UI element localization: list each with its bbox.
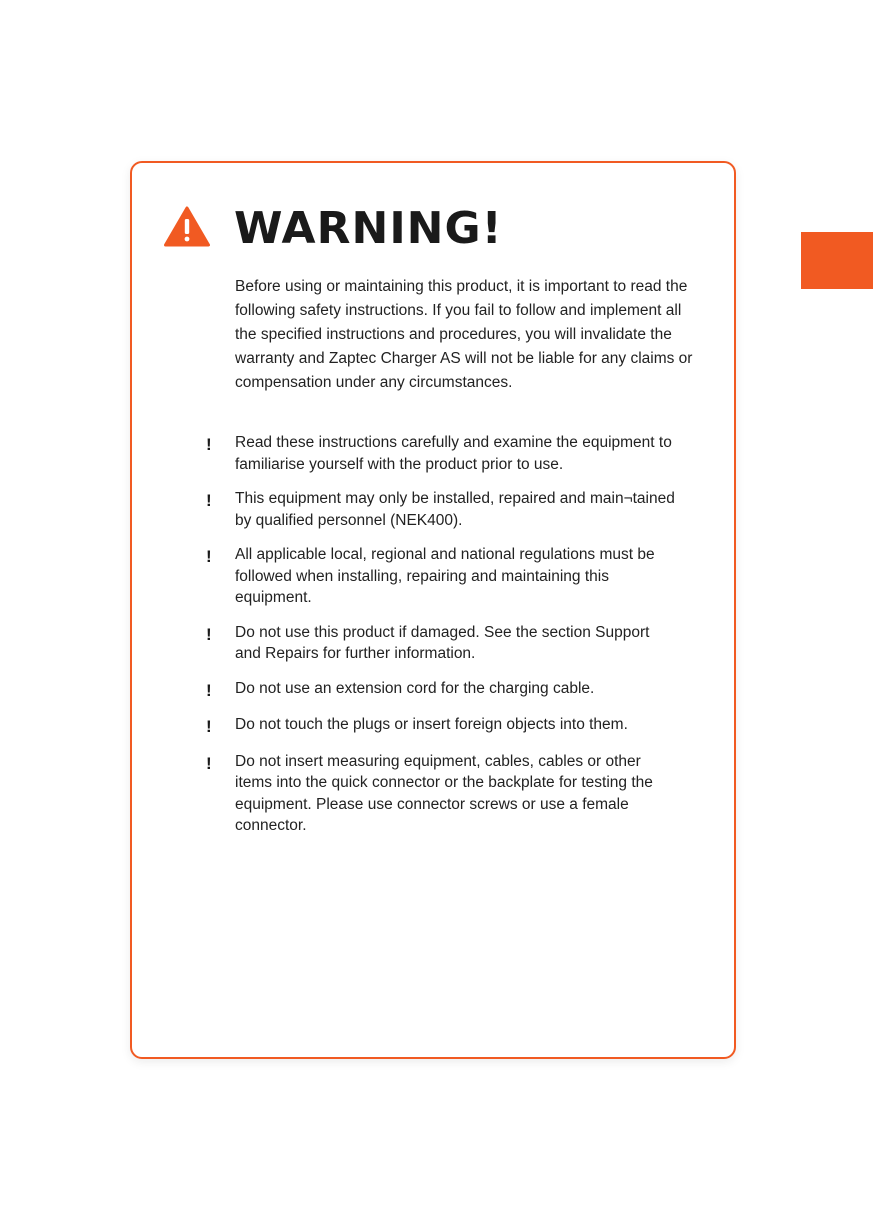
exclamation-icon: ! [206, 753, 212, 773]
safety-rule [205, 432, 675, 475]
safety-rule-text: Do not insert measuring equipment, cables, cables or other items into the quick connector or the backplate for testing the equipment. Please use connector screws or use a female connector. [235, 752, 653, 834]
safety-rule [205, 751, 675, 837]
safety-rule [205, 714, 675, 738]
exclamation-icon: ! [206, 547, 212, 566]
exclamation-icon: ! [206, 624, 212, 644]
safety-rule-text: All applicable local, regional and national regulations must be followed when installing, repairing and maintaining this equipment. [235, 546, 655, 606]
section-tab-marker [801, 232, 873, 289]
warning-intro: Before using or maintaining this product, it is important to read the following safety instructions. If you fail to follow and implement all the specified instructions and procedures, you will invalidate the warranty and Zaptec Charger AS will not be liable for any claims or compensation under any circumstances. [235, 278, 693, 391]
exclamation-icon: ! [206, 680, 212, 700]
safety-rule [205, 488, 675, 531]
exclamation-icon: ! [206, 435, 212, 454]
safety-rule-text: Read these instructions carefully and examine the equipment to familiarise yourself with the product prior to use. [235, 434, 672, 473]
safety-rule-text: Do not use this product if damaged. See the section Support and Repairs for further information. [235, 623, 650, 662]
safety-rules-list [205, 432, 675, 850]
safety-rule-text: This equipment may only be installed, repaired and main¬tained by qualified personnel (NEK400). [235, 490, 675, 529]
safety-rule-text: Do not touch the plugs or insert foreign objects into them. [235, 716, 628, 733]
exclamation-icon: ! [206, 717, 212, 736]
safety-rule [205, 678, 675, 702]
safety-rule-text: Do not use an extension cord for the charging cable. [235, 679, 595, 697]
safety-rule [205, 544, 675, 609]
warning-title: WARNING! [234, 203, 503, 254]
safety-rule [205, 622, 675, 665]
warning-triangle-icon [164, 206, 210, 247]
exclamation-icon: ! [206, 491, 212, 510]
